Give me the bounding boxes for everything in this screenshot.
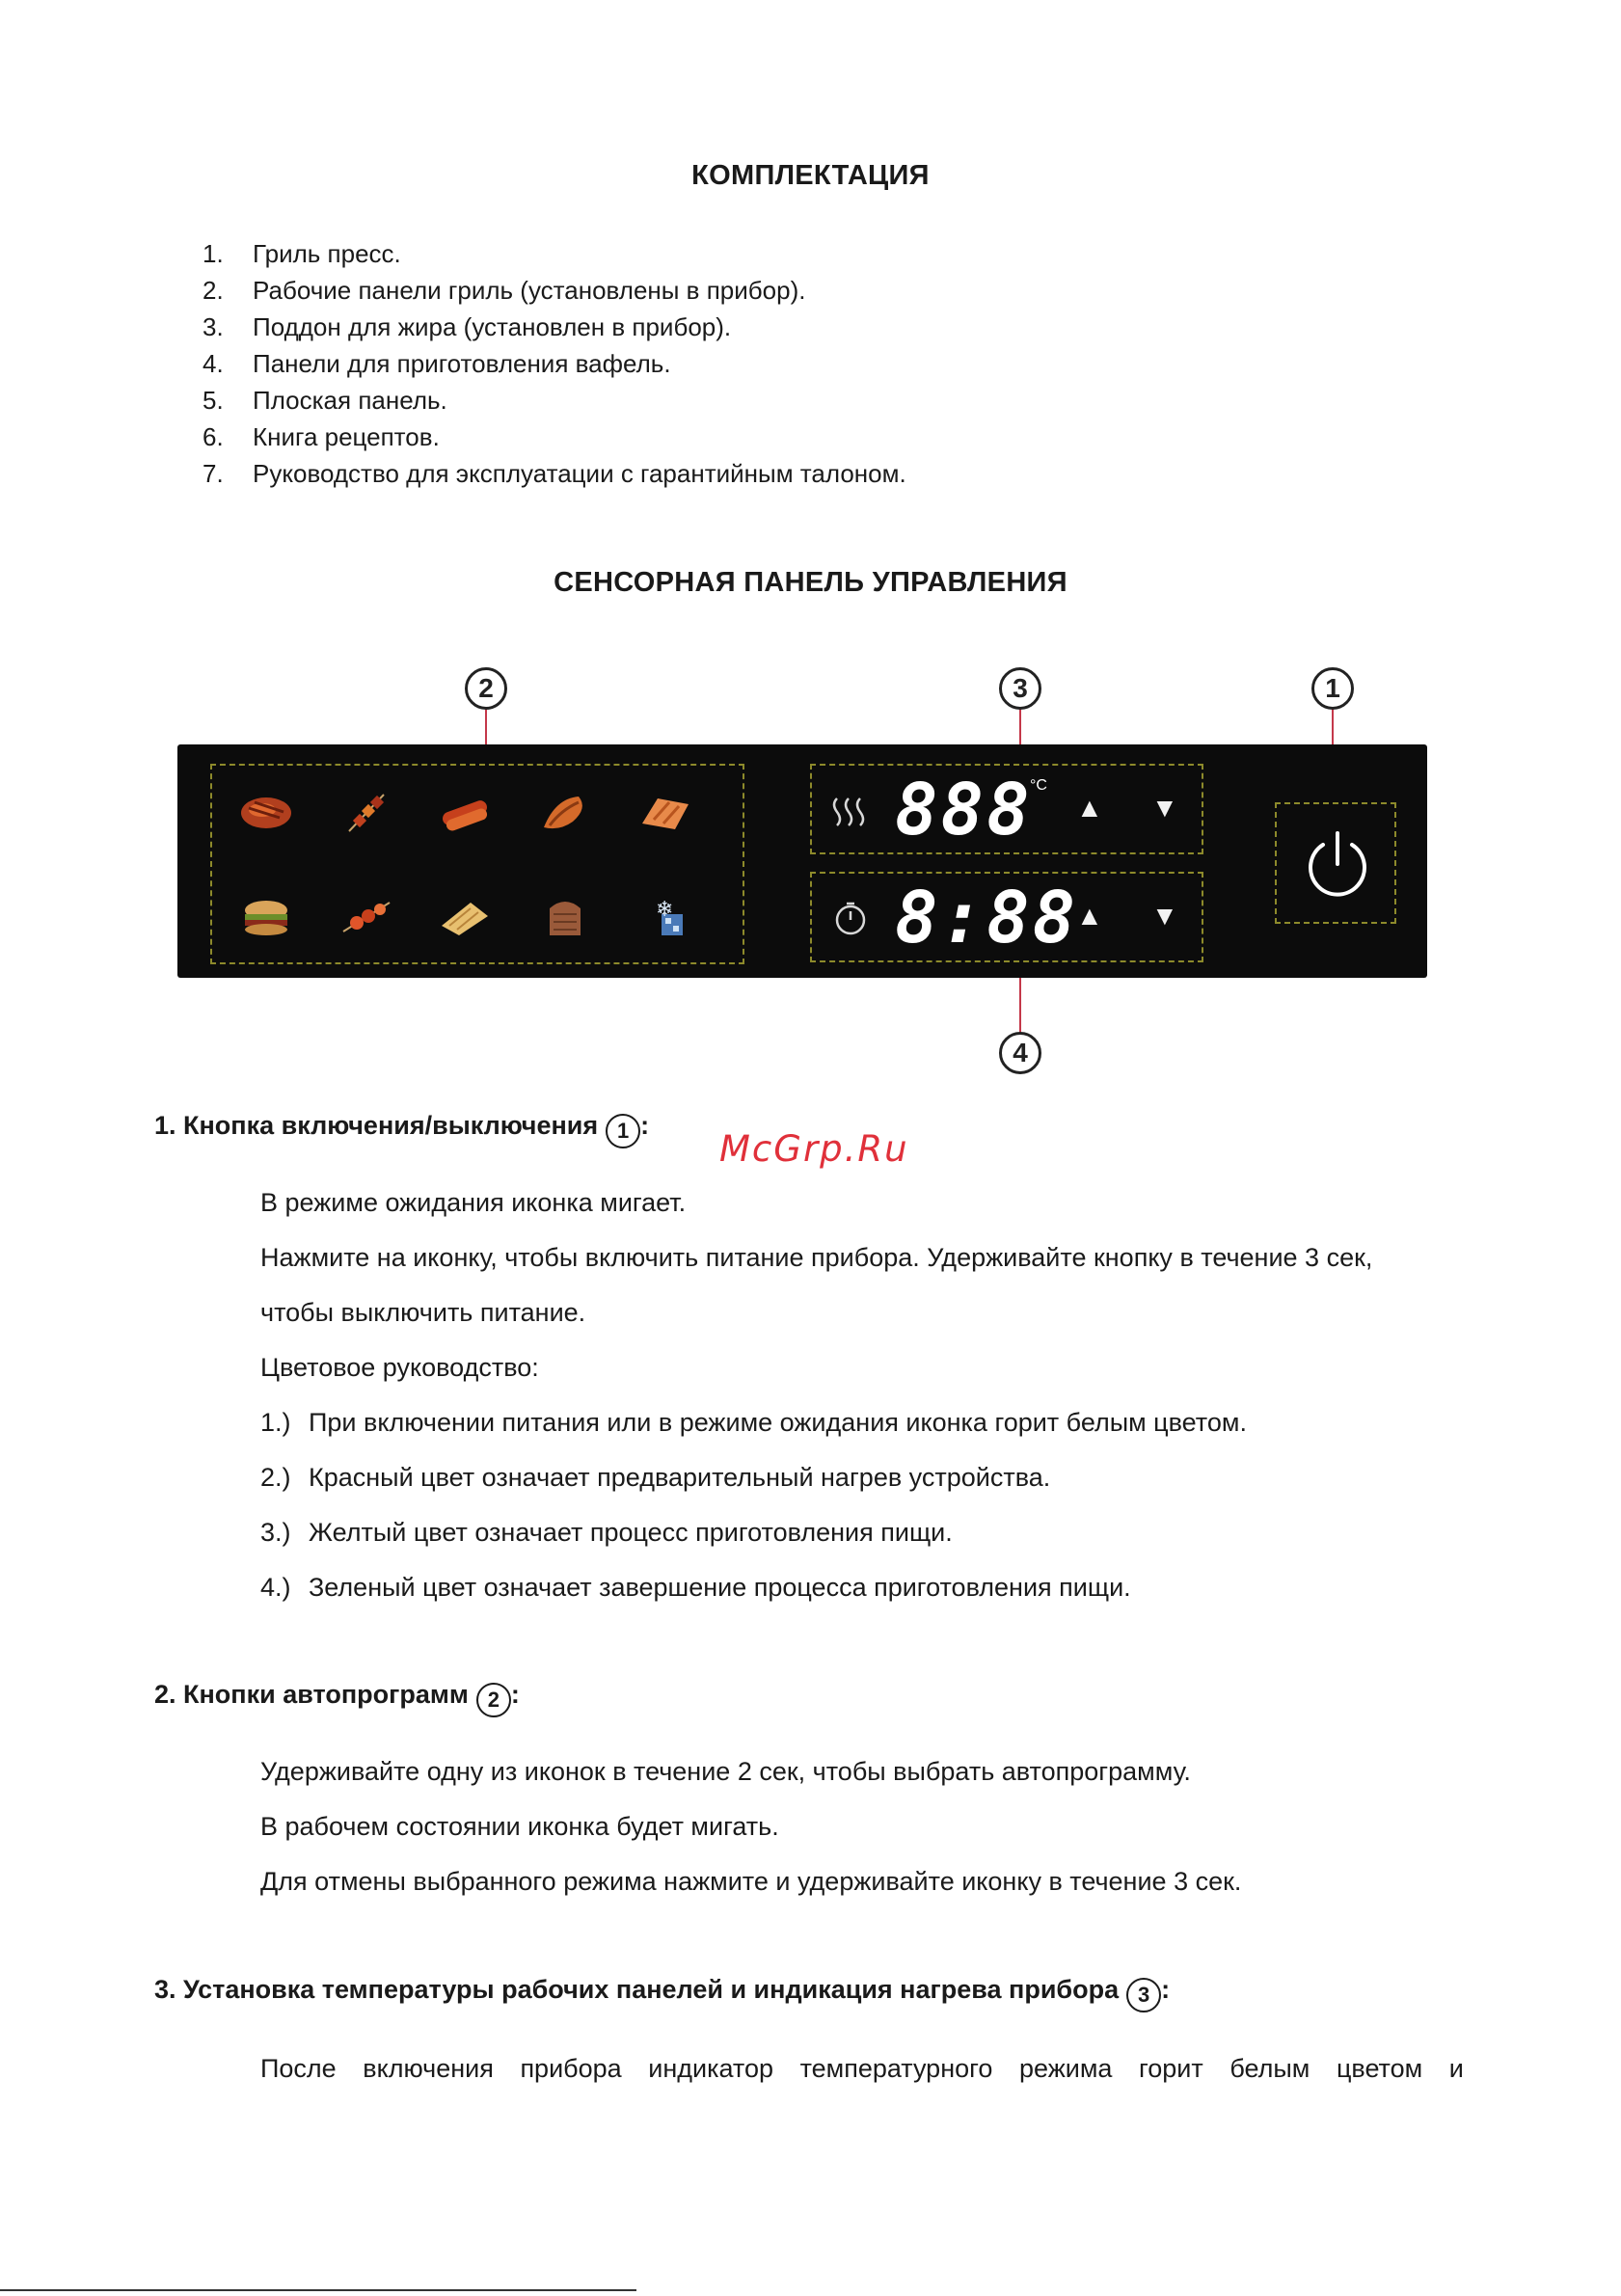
word: После <box>260 2054 337 2083</box>
power-icon <box>1296 824 1379 911</box>
chicken-leg-icon[interactable] <box>536 789 594 837</box>
list-item-text: Красный цвет означает предварительный нагрев устройства. <box>309 1463 1051 1492</box>
section1-title-text: 1. Кнопка включения/выключения <box>154 1111 599 1140</box>
paragraph: Цветовое руководство: <box>260 1353 539 1382</box>
timer-down-button[interactable]: ▼ <box>1151 901 1178 931</box>
timer-up-button[interactable]: ▲ <box>1076 901 1103 931</box>
list-item-number: 3.) <box>260 1518 291 1547</box>
list-item-number: 7. <box>203 459 224 488</box>
list-item-number: 1. <box>203 239 224 268</box>
sandwich-icon[interactable] <box>237 893 295 941</box>
section3-circle: 3 <box>1126 1978 1161 2012</box>
list-item <box>260 1518 1372 1573</box>
panel-heading: СЕНСОРНАЯ ПАНЕЛЬ УПРАВЛЕНИЯ <box>554 567 1067 598</box>
word: режима <box>1018 2054 1113 2083</box>
section2-title-colon: : <box>510 1680 520 1709</box>
list-item-number: 4.) <box>260 1573 291 1602</box>
steak-icon[interactable] <box>237 789 295 837</box>
list-item <box>203 349 1456 386</box>
word: включения <box>363 2054 494 2083</box>
fish-fillet-icon[interactable] <box>636 789 694 837</box>
section3-paragraph <box>260 2054 1464 2084</box>
word: белым <box>1229 2054 1310 2083</box>
list-item-text: Гриль пресс. <box>253 239 401 268</box>
stopwatch-icon <box>831 899 870 942</box>
list-item-text: Руководство для эксплуатации с гарантийным талоном. <box>253 459 906 488</box>
sausage-icon[interactable] <box>436 789 494 837</box>
list-item-text: Плоская панель. <box>253 386 447 415</box>
section1-title <box>154 1111 649 1148</box>
list-item-text: Желтый цвет означает процесс приготовления пищи. <box>309 1518 953 1547</box>
word: индикатор <box>648 2054 774 2083</box>
section3-title-colon: : <box>1161 1975 1171 2004</box>
shrimp-skewer-icon[interactable] <box>338 893 395 941</box>
toast-sandwich-icon[interactable] <box>436 893 494 941</box>
heat-waves-icon <box>829 795 868 834</box>
paragraph: Нажмите на иконку, чтобы включить питание прибора. Удерживайте кнопку в течение 3 сек, <box>260 1243 1373 1272</box>
kit-heading: КОМПЛЕКТАЦИЯ <box>691 160 930 191</box>
list-item-text: Книга рецептов. <box>253 422 440 451</box>
word: горит <box>1139 2054 1203 2083</box>
section1-title-colon: : <box>640 1111 650 1140</box>
temperature-up-button[interactable]: ▲ <box>1076 793 1103 823</box>
temperature-digits: 888 <box>895 769 1033 851</box>
section3-title <box>154 1975 1170 2012</box>
list-item <box>260 1408 1372 1463</box>
list-item <box>260 1573 1372 1628</box>
kit-list <box>203 239 1456 496</box>
footer-rule <box>0 2289 636 2291</box>
list-item-text: Рабочие панели гриль (установлены в прибор). <box>253 276 806 305</box>
section2-body <box>260 1757 1241 1922</box>
temperature-display-group <box>810 764 1203 854</box>
list-item <box>203 422 1456 459</box>
program-buttons-group <box>210 764 744 964</box>
timer-digits: 8:88 <box>895 877 1079 959</box>
list-item <box>203 239 1456 276</box>
section2-circle: 2 <box>476 1683 511 1717</box>
list-item-number: 4. <box>203 349 224 378</box>
section1-body <box>260 1188 1372 1628</box>
word: прибора <box>520 2054 622 2083</box>
watermark: McGrp.Ru <box>719 1128 909 1170</box>
callout-line <box>485 708 487 748</box>
paragraph: В режиме ожидания иконка мигает. <box>260 1188 687 1217</box>
list-item-text: Зеленый цвет означает завершение процесса приготовления пищи. <box>309 1573 1131 1602</box>
list-item-number: 3. <box>203 312 224 341</box>
paragraph: чтобы выключить питание. <box>260 1298 586 1327</box>
list-item-number: 1.) <box>260 1408 291 1437</box>
list-item-number: 5. <box>203 386 224 415</box>
svg-text:❄: ❄ <box>656 898 674 922</box>
power-button[interactable] <box>1275 802 1396 924</box>
section2-title-text: 2. Кнопки автопрограмм <box>154 1680 469 1709</box>
list-item-number: 2. <box>203 276 224 305</box>
list-item <box>203 386 1456 422</box>
list-item <box>203 276 1456 312</box>
word: цветом <box>1336 2054 1423 2083</box>
section3-title-text: 3. Установка температуры рабочих панелей и индикация нагрева прибора <box>154 1975 1120 2004</box>
temperature-down-button[interactable]: ▼ <box>1151 793 1178 823</box>
word: и <box>1448 2054 1464 2083</box>
list-item-number: 6. <box>203 422 224 451</box>
callout-3: 3 <box>999 667 1041 710</box>
list-item <box>260 1463 1372 1518</box>
callout-2: 2 <box>465 667 507 710</box>
paragraph: Удерживайте одну из иконок в течение 2 сек, чтобы выбрать автопрограмму. <box>260 1757 1191 1786</box>
callout-4: 4 <box>999 1032 1041 1074</box>
callout-line <box>1019 976 1021 1036</box>
word: температурного <box>799 2054 993 2083</box>
bread-loaf-icon[interactable] <box>536 893 594 941</box>
callout-1: 1 <box>1311 667 1354 710</box>
kebab-skewer-icon[interactable] <box>338 789 395 837</box>
paragraph: В рабочем состоянии иконка будет мигать. <box>260 1812 779 1841</box>
paragraph: Для отмены выбранного режима нажмите и удерживайте иконку в течение 3 сек. <box>260 1867 1242 1896</box>
list-item-number: 2.) <box>260 1463 291 1492</box>
touch-panel <box>177 744 1427 978</box>
list-item-text: Панели для приготовления вафель. <box>253 349 671 378</box>
timer-display-group <box>810 872 1203 962</box>
list-item-text: При включении питания или в режиме ожидания иконка горит белым цветом. <box>309 1408 1247 1437</box>
temperature-unit: °C <box>1030 777 1047 794</box>
frozen-food-icon[interactable] <box>636 893 694 941</box>
list-item <box>203 312 1456 349</box>
section1-circle: 1 <box>606 1114 640 1148</box>
section2-title <box>154 1680 520 1717</box>
list-item-text: Поддон для жира (установлен в прибор). <box>253 312 732 341</box>
list-item <box>203 459 1456 496</box>
